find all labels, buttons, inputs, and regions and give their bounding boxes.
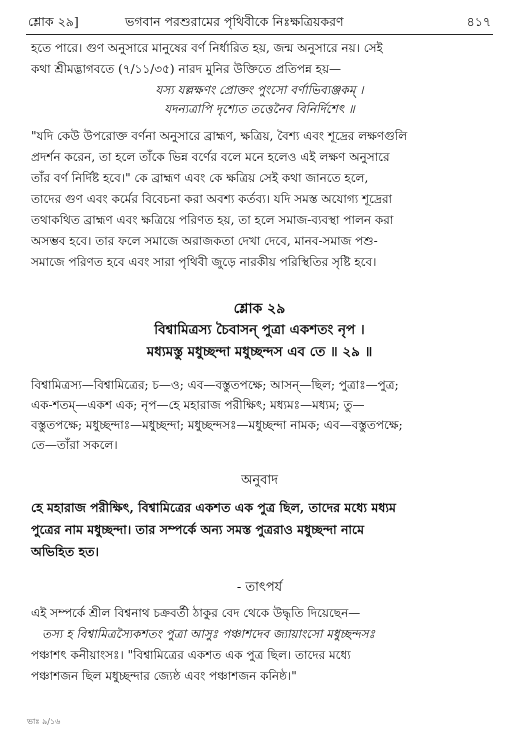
quoted-verse-line: যস্য যল্লক্ষণং প্রোক্তং পুংসো বর্ণাভিব্যঞ্জকম্ । bbox=[155, 83, 364, 97]
purport-heading-text: তাৎপর্য bbox=[245, 580, 283, 595]
purport-quote: তস্য হ বিশ্বামিত্রস্যৈকশতং পুত্রা আসুঃ পঞ্চাশদেব জ্যায়াংসো মধুচ্ছন্দসঃ bbox=[42, 627, 376, 641]
body-line: তথাকথিত ব্রাহ্মণ এবং ক্ষত্রিয়ে পরিণত হয়, তা হলে সমাজ-ব্যবস্থা পালন করা bbox=[31, 213, 394, 227]
sloka-heading: শ্লোক ২৯ bbox=[233, 301, 286, 317]
footer-mark: ভাঃ ৯/১৬ bbox=[27, 717, 61, 726]
sloka-line: মধ্যমস্তু মধুচ্ছন্দা মধুচ্ছন্দস এব তে ॥ ২৯ ॥ bbox=[146, 344, 373, 360]
header-page-number: ৪১৭ bbox=[466, 14, 491, 29]
purport-line: পঞ্চাশৎ কনীয়াংসঃ। "বিশ্বামিত্রের একশত এক পুত্র ছিল। তাদের মধ্যে bbox=[31, 648, 351, 662]
translation-heading: অনুবাদ bbox=[241, 473, 278, 488]
quoted-verse-line: যদন্যত্রাপি দৃশ্যেত তত্তেনৈব বিনির্দিশেৎ ॥ bbox=[164, 102, 355, 116]
body-line: সমাজে পরিণত হবে এবং সারা পৃথিবী জুড়ে নারকীয় পরিস্থিতির সৃষ্টি হবে। bbox=[31, 255, 377, 269]
synonyms-line: এক-শতম্—একশ এক; নৃপ—হে মহারাজ পরীক্ষিৎ; মধ্যমঃ—মধ্যম; তু— bbox=[31, 398, 365, 412]
body-line: "যদি কেউ উপরোক্ত বর্ণনা অনুসারে ব্রাহ্মণ, ক্ষত্রিয়, বৈশ্য এবং শূদ্রের লক্ষণগুলি bbox=[31, 129, 408, 143]
purport-line: পঞ্চাশজন ছিল মধুচ্ছন্দার জ্যেষ্ঠ এবং পঞ্চাশজন কনিষ্ঠ।" bbox=[31, 669, 297, 683]
body-line: অসম্ভব হবে। তার ফলে সমাজে অরাজকতা দেখা দেবে, মানব-সমাজ পশু- bbox=[31, 234, 378, 248]
synonyms-line: তে—তাঁরা সকলে। bbox=[31, 438, 118, 452]
purport-heading: - তাৎপর্য bbox=[236, 580, 283, 595]
purport-line: এই সম্পর্কে শ্রীল বিশ্বনাথ চক্রবর্তী ঠাকুর বেদ থেকে উদ্ধৃতি দিয়েছেন— bbox=[31, 606, 361, 620]
translation-line: অভিহিত হত। bbox=[31, 544, 100, 559]
body-line: হতে পারে। গুণ অনুসারে মানুষের বর্ণ নির্ধারিত হয়, জন্ম অনুসারে নয়। সেই bbox=[31, 41, 383, 55]
body-line: কথা শ্রীমদ্ভাগবতে (৭/১১/৩৫) নারদ মুনির উক্তিতে প্রতিপন্ন হয়— bbox=[31, 62, 342, 76]
header-verse-ref: শ্লোক ২৯] bbox=[28, 14, 79, 29]
sloka-line: বিশ্বামিত্রস্য চৈবাসন্ পুত্রা একশতং নৃপ । bbox=[154, 322, 365, 338]
translation-line: পুত্রের নাম মধুচ্ছন্দা। তার সম্পর্কে অন্য সমস্ত পুত্ররাও মধুচ্ছন্দা নামে bbox=[31, 522, 365, 537]
synonyms-line: বিশ্বামিত্রস্য—বিশ্বামিত্রের; চ—ও; এব—বস্তুতপক্ষে; আসন্—ছিল; পুত্রাঃ—পুত্র; bbox=[31, 378, 399, 392]
body-line: তাদের গুণ এবং কর্মের বিবেচনা করা অবশ্য কর্তব্য। যদি সমস্ত অযোগ্য শূদ্রেরা bbox=[31, 192, 393, 206]
running-header bbox=[28, 13, 491, 31]
header-chapter-title: ভগবান পরশুরামের পৃথিবীকে নিঃক্ষত্রিয়করণ bbox=[125, 14, 344, 29]
synonyms-line: বস্তুতপক্ষে; মধুচ্ছন্দাঃ—মধুচ্ছন্দা; মধুচ্ছন্দসঃ—মধুচ্ছন্দা নামক; এব—বস্তুতপক্ষে; bbox=[31, 418, 403, 432]
purport-line bbox=[42, 624, 489, 645]
header-rule bbox=[26, 34, 493, 35]
body-line: প্রদর্শন করেন, তা হলে তাঁকে ভিন্ন বর্ণের বলে মনে হলেও এই লক্ষণ অনুসারে bbox=[31, 150, 390, 164]
translation-line: হে মহারাজ পরীক্ষিৎ, বিশ্বামিত্রের একশত এক পুত্র ছিল, তাদের মধ্যে মধ্যম bbox=[31, 500, 396, 515]
body-line: তাঁর বর্ণ নির্দিষ্ট হবে।" কে ব্রাহ্মণ এবং কে ক্ষত্রিয় সেই কথা জানতে হলে, bbox=[31, 171, 369, 185]
